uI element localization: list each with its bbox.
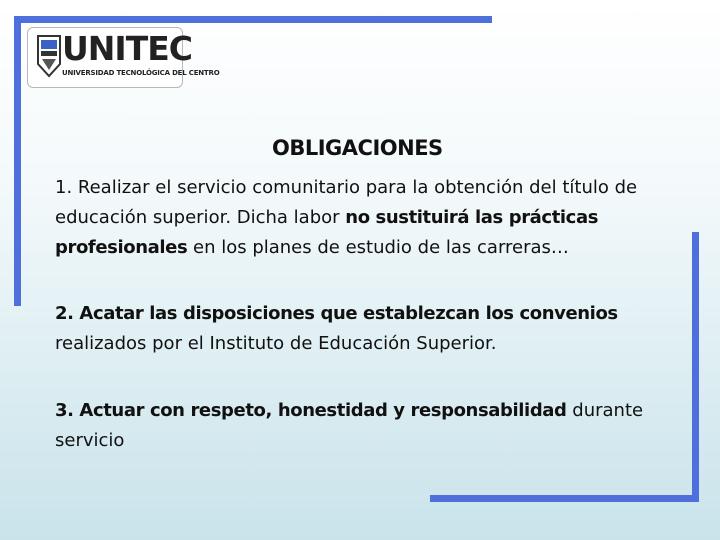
- obligation-item-2: [55, 299, 685, 359]
- item-emphasis: no sustituirá las prácticas profesionales: [55, 207, 599, 258]
- unitec-logo: [27, 27, 220, 88]
- frame-left-bar: [14, 16, 21, 306]
- item-text: 1. Realizar el servicio comunitario para la obtención del título de educación superior. Dicha labor: [55, 177, 638, 228]
- frame-top-bar: [14, 16, 492, 23]
- obligation-item-3: [55, 396, 685, 456]
- slide-title: OBLIGACIONES: [272, 136, 443, 160]
- shield-icon: [36, 34, 62, 78]
- item-text: durante servicio: [55, 400, 644, 451]
- item-text: realizados por el Instituto de Educación Superior.: [55, 333, 497, 354]
- logo-subtitle: UNIVERSIDAD TECNOLÓGICA DEL CENTRO: [62, 69, 220, 77]
- item-emphasis: 2. Acatar las disposiciones que establezcan los convenios: [55, 303, 618, 324]
- obligation-item-1: [55, 173, 685, 263]
- item-emphasis: 3. Actuar con respeto, honestidad y responsabilidad: [55, 400, 567, 421]
- frame-bottom-bar: [430, 495, 699, 502]
- frame-right-bar: [692, 232, 699, 502]
- logo-name: UNITEC: [62, 29, 192, 68]
- item-text: en los planes de estudio de las carreras…: [187, 237, 569, 258]
